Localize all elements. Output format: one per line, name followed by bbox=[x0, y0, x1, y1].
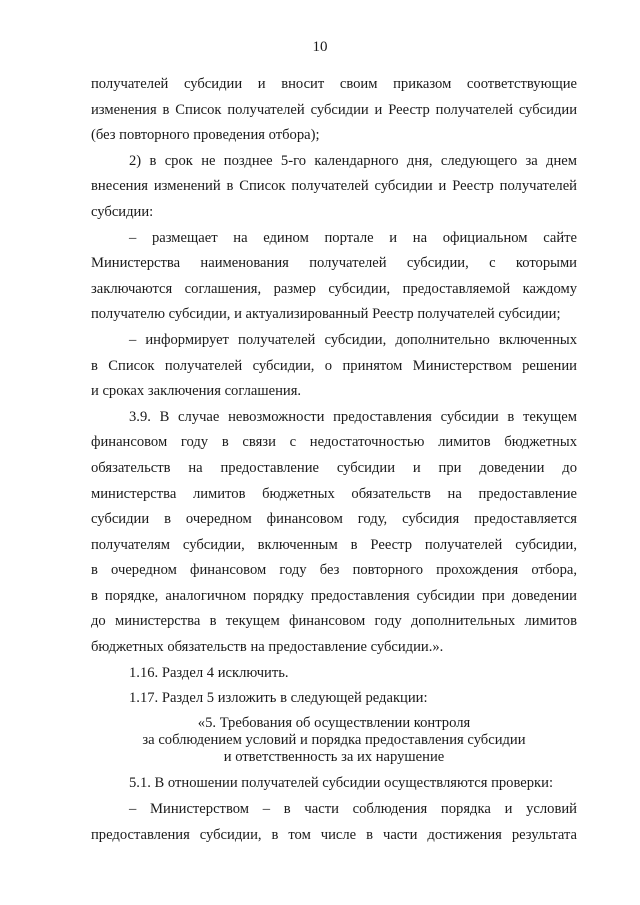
text-line: получателю субсидии, и актуализированный Реестр получателей субсидии; bbox=[91, 306, 561, 323]
text-line: обязательств на предоставление субсидии и при доведении до bbox=[91, 459, 577, 476]
text-line: предоставления субсидии, в том числе в части достижения результата bbox=[91, 826, 577, 843]
section-heading bbox=[91, 712, 577, 772]
text-line: внесения изменений в Список получателей субсидии и Реестр получателей bbox=[91, 178, 577, 195]
text-line: изменения в Список получателей субсидии и Реестр получателей субсидии bbox=[91, 101, 577, 118]
text-line: заключаются соглашения, размер субсидии, предоставляемой каждому bbox=[91, 280, 577, 297]
text-line: – размещает на едином портале и на официальном сайте bbox=[129, 229, 577, 246]
text-line: 3.9. В случае невозможности предоставления субсидии в текущем bbox=[129, 408, 577, 425]
text-line: – Министерством – в части соблюдения порядка и условий bbox=[129, 801, 577, 817]
text-line: субсидии в очередном финансовом году, субсидия предоставляется bbox=[91, 511, 577, 528]
text-line: субсидии: bbox=[91, 203, 154, 220]
text-line: в Список получателей субсидии, о принятом Министерством решении bbox=[91, 357, 577, 374]
heading-line: за соблюдением условий и порядка предоставления субсидии bbox=[142, 732, 526, 749]
text-line: финансовом году в связи с недостаточностью лимитов бюджетных bbox=[91, 434, 577, 451]
document-body bbox=[91, 72, 577, 848]
text-line: 5.1. В отношении получателей субсидии осуществляются проверки: bbox=[129, 775, 554, 792]
text-line: 1.16. Раздел 4 исключить. bbox=[129, 664, 289, 681]
text-line: в порядке, аналогичном порядку предоставления субсидии при доведении bbox=[91, 587, 577, 604]
text-line: (без повторного проведения отбора); bbox=[91, 127, 320, 144]
text-line: и сроках заключения соглашения. bbox=[91, 383, 302, 400]
text-line: получателей субсидии и вносит своим приказом соответствующие bbox=[91, 76, 577, 92]
text-line: бюджетных обязательств на предоставление субсидии.». bbox=[91, 639, 444, 656]
heading-line: и ответственность за их нарушение bbox=[223, 749, 445, 766]
text-line: 2) в срок не позднее 5-го календарного дня, следующего за днем bbox=[129, 152, 577, 169]
text-line: Министерства наименования получателей субсидии, с которыми bbox=[91, 255, 577, 272]
text-line: до министерства в текущем финансовом году дополнительных лимитов bbox=[91, 613, 577, 630]
text-line: 1.17. Раздел 5 изложить в следующей редакции: bbox=[129, 690, 428, 707]
page-number: 10 bbox=[312, 39, 328, 55]
text-line: – информирует получателей субсидии, дополнительно включенных bbox=[129, 331, 577, 348]
text-line: министерства лимитов бюджетных обязательств на предоставление bbox=[91, 485, 577, 502]
heading-line: «5. Требования об осуществлении контроля bbox=[197, 714, 471, 731]
text-line: в очередном финансовом году без повторного прохождения отбора, bbox=[91, 562, 577, 579]
text-line: получателям субсидии, включенным в Реестр получателей субсидии, bbox=[91, 536, 577, 553]
